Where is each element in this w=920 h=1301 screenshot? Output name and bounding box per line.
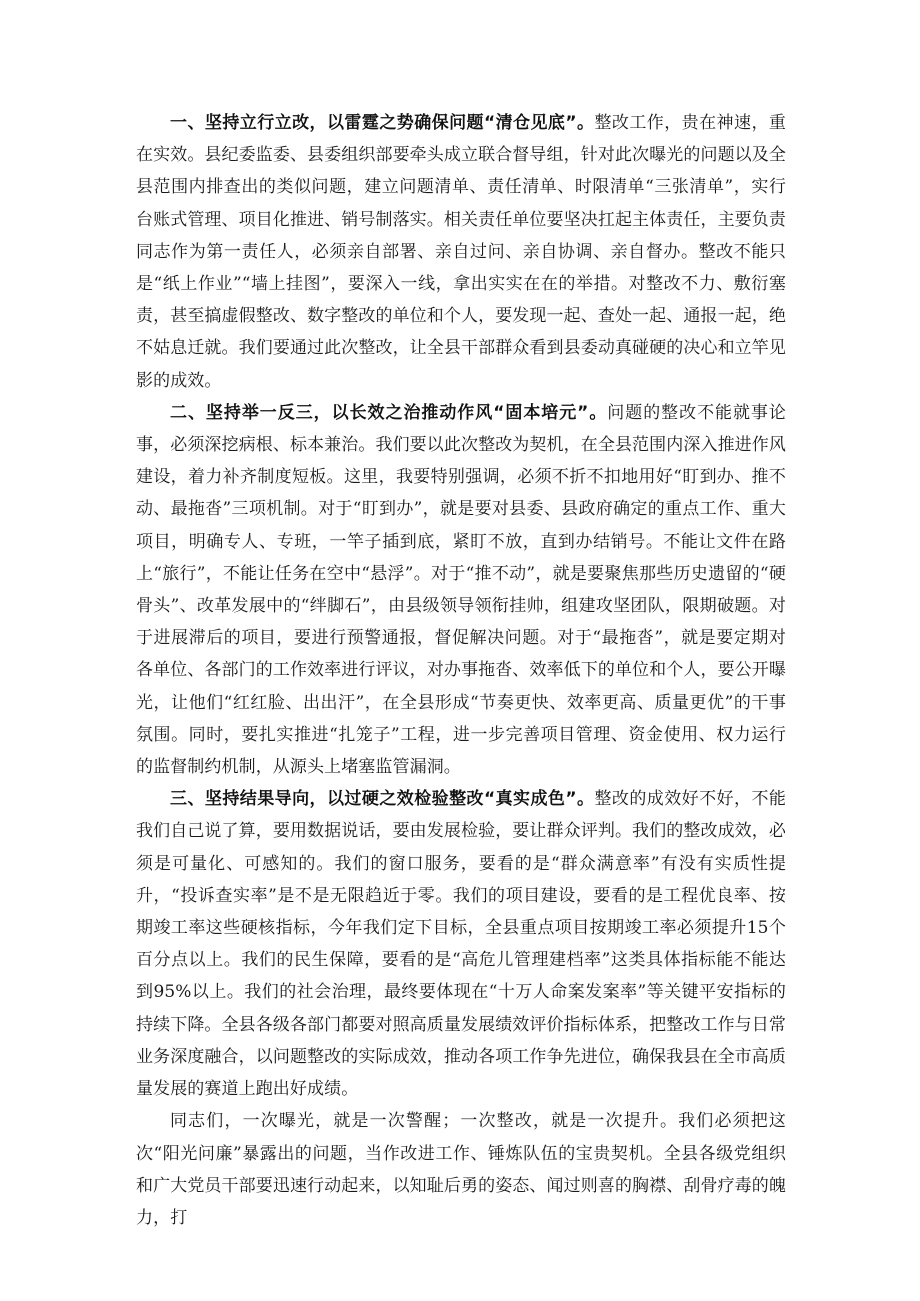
document-page <box>136 107 786 1234</box>
paragraph-closing <box>136 1105 786 1234</box>
section-heading-2: 二、坚持举一反三，以长效之治推动作风“固本培元”。 <box>170 402 608 423</box>
paragraph-3 <box>136 783 786 1105</box>
section-body-2: 问题的整改不能就事论事，必须深挖病根、标本兼治。我们要以此次整改为契机，在全县范围内深入推进作风建设，着力补齐制度短板。这里，我要特别强调，必须不折不扣地用好“盯到办、推不动、最拖沓”三项机制。对于“盯到办”，就是要对县委、县政府确定的重点工作、重大项目，明确专人、专班，一竿子插到底，紧盯不放，直到办结销号。不能让文件在路上“旅行”，不能让任务在空中“悬浮”。对于“推不动”，就是要聚焦那些历史遗留的“硬骨头”、改革发展中的“绊脚石”，由县级领导领衔挂帅，组建攻坚团队，限期破题。对于进展滞后的项目，要进行预警通报，督促解决问题。对于“最拖沓”，就是要定期对各单位、各部门的工作效率进行评议，对办事拖沓、效率低下的单位和个人，要公开曝光，让他们“红红脸、出出汗”，在全县形成“节奏更快、效率更高、质量更优”的干事氛围。同时，要扎实推进“扎笼子”工程，进一步完善项目管理、资金使用、权力运行的监督制约机制，从源头上堵塞监管漏洞。 <box>136 402 786 778</box>
closing-body: 同志们，一次曝光，就是一次警醒；一次整改，就是一次提升。我们必须把这次“阳光问廉”暴露出的问题，当作改进工作、锤炼队伍的宝贵契机。全县各级党组织和广大党员干部要迅速行动起来，以知耻后勇的姿态、闻过则喜的胸襟、刮骨疗毒的魄力，打 <box>136 1111 786 1228</box>
paragraph-2 <box>136 397 786 783</box>
section-body-1: 整改工作，贵在神速，重在实效。县纪委监委、县委组织部要牵头成立联合督导组，针对此次曝光的问题以及全县范围内排查出的类似问题，建立问题清单、责任清单、时限清单“三张清单”，实行台账式管理、项目化推进、销号制落实。相关责任单位要坚决扛起主体责任，主要负责同志作为第一责任人，必须亲自部署、亲自过问、亲自协调、亲自督办。整改不能只是“纸上作业”“墙上挂图”，要深入一线，拿出实实在在的举措。对整改不力、敷衍塞责，甚至搞虚假整改、数字整改的单位和个人，要发现一起、查处一起、通报一起，绝不姑息迁就。我们要通过此次整改，让全县干部群众看到县委动真碰硬的决心和立竿见影的成效。 <box>136 113 786 391</box>
section-body-3: 整改的成效好不好，不能我们自己说了算，要用数据说话，要由发展检验，要让群众评判。我们的整改成效，必须是可量化、可感知的。我们的窗口服务，要看的是“群众满意率”有没有实质性提升，“投诉查实率”是不是无限趋近于零。我们的项目建设，要看的是工程优良率、按期竣工率这些硬核指标，今年我们定下目标，全县重点项目按期竣工率必须提升15个百分点以上。我们的民生保障，要看的是“高危儿管理建档率”这类具体指标能不能达到95%以上。我们的社会治理，最终要体现在“十万人命案发案率”等关键平安指标的持续下降。全县各级各部门都要对照高质量发展绩效评价指标体系，把整改工作与日常业务深度融合，以问题整改的实际成效，推动各项工作争先进位，确保我县在全市高质量发展的赛道上跑出好成绩。 <box>136 789 786 1100</box>
section-heading-1: 一、坚持立行立改，以雷霆之势确保问题“清仓见底”。 <box>170 113 595 133</box>
section-heading-3: 三、坚持结果导向，以过硬之效检验整改“真实成色”。 <box>170 789 595 810</box>
paragraph-1 <box>136 107 786 397</box>
